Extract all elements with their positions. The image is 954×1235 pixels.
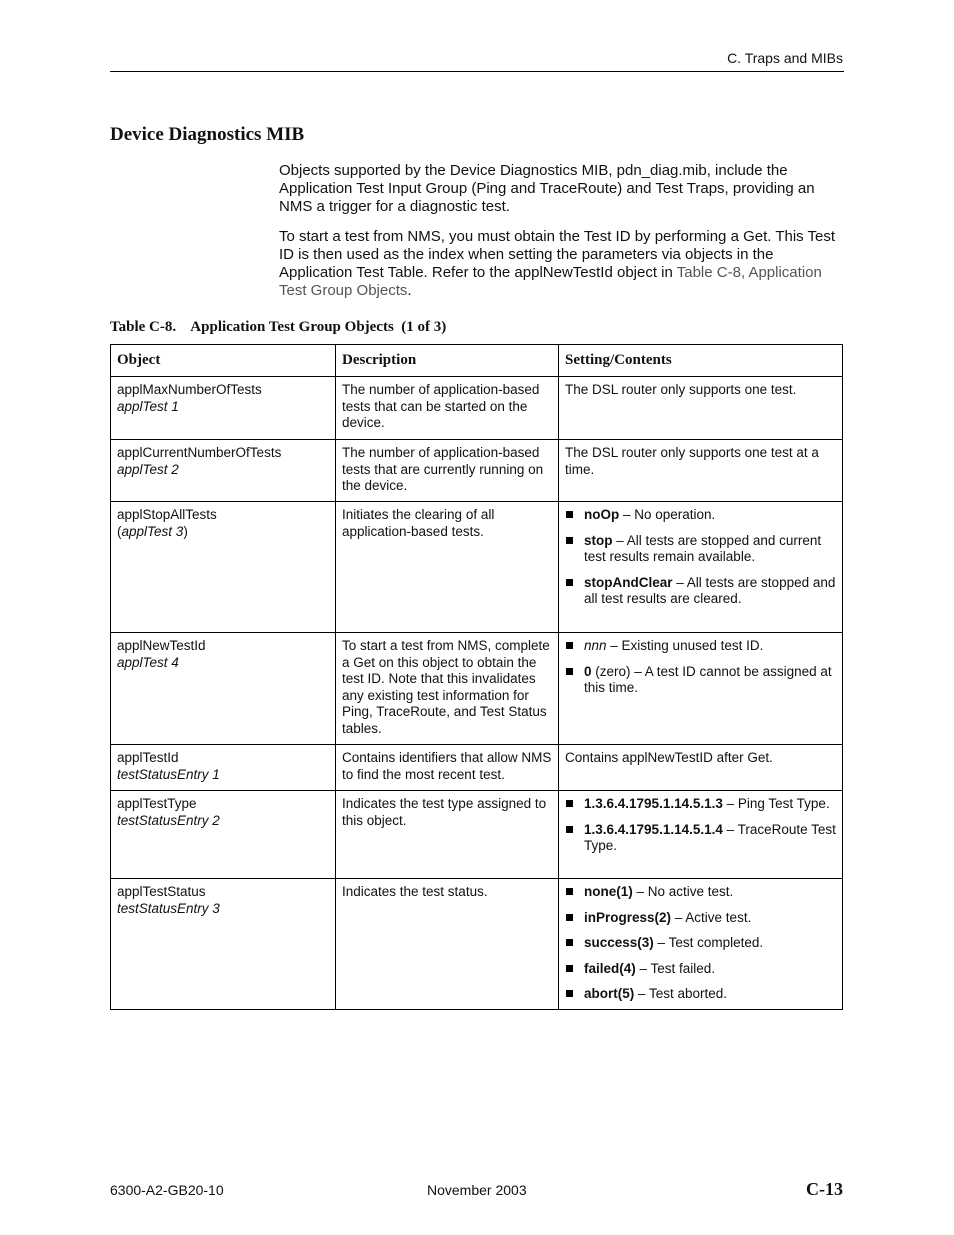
option-text: – Active test.	[671, 909, 752, 925]
square-bullet-icon	[566, 888, 573, 895]
table-cross-reference-link[interactable]: Table C-8, Application Test Group Objects	[279, 264, 822, 299]
setting-cell	[559, 502, 843, 633]
option-text: (zero) – A test ID cannot be assigned at this time.	[584, 663, 832, 696]
oid-reference-text: applTest 2	[117, 461, 179, 477]
instructions-paragraph	[279, 228, 844, 300]
square-bullet-icon	[566, 800, 573, 807]
option-term: abort(5)	[584, 986, 635, 1002]
section-title: Device Diagnostics MIB	[110, 124, 305, 145]
setting-option	[565, 961, 836, 978]
application-test-group-objects-table	[110, 344, 843, 1010]
setting-option	[565, 664, 836, 697]
oid-reference-text: applTest 4	[117, 654, 179, 670]
option-text: – Test failed.	[635, 960, 716, 976]
object-name: applMaxNumberOfTests	[117, 382, 262, 397]
description-cell: Contains identifiers that allow NMS to find the most recent test.	[336, 745, 559, 791]
oid-reference-text: testStatusEntry 2	[117, 812, 220, 828]
option-term: failed(4)	[584, 960, 636, 976]
oid-close-paren: )	[183, 523, 188, 539]
oid-open-paren: (	[117, 523, 122, 539]
instructions-end: .	[407, 282, 412, 299]
oid-reference-text: testStatusEntry 3	[117, 900, 220, 916]
description-cell: Indicates the test type assigned to this object.	[336, 791, 559, 879]
footer-date: November 2003	[427, 1182, 527, 1198]
object-oid-reference	[117, 399, 329, 416]
object-oid-reference	[117, 524, 329, 541]
square-bullet-icon	[566, 668, 573, 675]
option-text: – Test aborted.	[634, 986, 728, 1002]
object-name: applNewTestId	[117, 638, 206, 653]
description-cell: The number of application-based tests that are currently running on the device.	[336, 440, 559, 502]
table-row	[111, 791, 843, 879]
option-term: none(1)	[584, 884, 633, 899]
setting-cell: The DSL router only supports one test at a time.	[559, 440, 843, 502]
option-term: 1.3.6.4.1795.1.14.5.1.4	[584, 821, 723, 837]
setting-cell	[559, 791, 843, 879]
description-cell: The number of application-based tests that can be started on the device.	[336, 377, 559, 440]
object-cell	[111, 633, 336, 745]
column-header-object: Object	[111, 345, 336, 377]
square-bullet-icon	[566, 579, 573, 586]
setting-option	[565, 533, 836, 566]
description-cell: To start a test from NMS, complete a Get on this object to obtain the test ID. Note that this invalidates any existing test information for Ping, TraceRoute, and Test Status tables.	[336, 633, 559, 745]
object-cell	[111, 440, 336, 502]
option-term: noOp	[584, 507, 620, 522]
table-row	[111, 502, 843, 633]
setting-option	[565, 507, 836, 524]
description-cell: Initiates the clearing of all application-based tests.	[336, 502, 559, 633]
square-bullet-icon	[566, 511, 573, 518]
column-header-description: Description	[336, 345, 559, 377]
option-text: – No operation.	[619, 507, 716, 522]
option-text: – All tests are stopped and all test results are cleared.	[584, 574, 836, 607]
table-header-row	[111, 345, 843, 377]
table-row	[111, 745, 843, 791]
option-text: – TraceRoute Test Type.	[584, 821, 836, 854]
setting-options-list	[565, 884, 836, 1003]
object-name: applStopAllTests	[117, 507, 217, 522]
setting-options-list	[565, 796, 836, 855]
setting-options-list	[565, 507, 836, 608]
table-row	[111, 440, 843, 502]
object-cell	[111, 745, 336, 791]
table-caption: Table C-8. Application Test Group Objects (1 of 3)	[110, 319, 447, 335]
setting-option	[565, 884, 836, 901]
object-cell	[111, 879, 336, 1010]
object-cell	[111, 791, 336, 879]
object-oid-reference	[117, 462, 329, 479]
oid-reference-text: applTest 3	[121, 523, 184, 539]
square-bullet-icon	[566, 537, 573, 544]
object-cell	[111, 502, 336, 633]
page-number: C-13	[806, 1179, 843, 1199]
square-bullet-icon	[566, 914, 573, 921]
table-row	[111, 633, 843, 745]
object-oid-reference	[117, 655, 329, 672]
table-row	[111, 879, 843, 1010]
square-bullet-icon	[566, 642, 573, 649]
setting-cell	[559, 879, 843, 1010]
option-term: 1.3.6.4.1795.1.14.5.1.3	[584, 796, 723, 811]
object-name: applTestId	[117, 750, 179, 765]
square-bullet-icon	[566, 939, 573, 946]
setting-options-list	[565, 638, 836, 697]
footer-doc-number: 6300-A2-GB20-10	[110, 1182, 224, 1198]
instructions-text: To start a test from NMS, you must obtain the Test ID by performing a Get. This Test ID is then used as the index when setting the parameters via objects in the Application Test Table. Refer to the applNewTestId object in	[279, 228, 836, 281]
object-oid-reference	[117, 767, 329, 784]
object-cell	[111, 377, 336, 440]
object-name: applTestStatus	[117, 884, 206, 899]
option-term: inProgress(2)	[584, 909, 672, 925]
square-bullet-icon	[566, 990, 573, 997]
oid-reference-text: testStatusEntry 1	[117, 766, 220, 782]
setting-option	[565, 796, 836, 813]
object-name: applTestType	[117, 796, 197, 811]
table-row	[111, 377, 843, 440]
setting-option	[565, 638, 836, 655]
header-rule	[110, 71, 844, 72]
option-text: – Ping Test Type.	[722, 796, 830, 811]
square-bullet-icon	[566, 965, 573, 972]
option-text: – All tests are stopped and current test results remain available.	[584, 532, 822, 565]
setting-option	[565, 986, 836, 1003]
setting-option	[565, 822, 836, 855]
option-term: 0	[584, 663, 592, 679]
setting-option	[565, 575, 836, 608]
option-text: – No active test.	[632, 884, 734, 899]
setting-option	[565, 935, 836, 952]
object-oid-reference	[117, 813, 329, 830]
setting-cell	[559, 633, 843, 745]
intro-paragraph: Objects supported by the Device Diagnostics MIB, pdn_diag.mib, include the Application Test Input Group (Ping and TraceRoute) and Test Traps, providing an NMS a trigger for a diagnostic test.	[279, 162, 815, 215]
column-header-setting: Setting/Contents	[559, 345, 843, 377]
table-body	[111, 377, 843, 1010]
description-cell: Indicates the test status.	[336, 879, 559, 1010]
option-term: stopAndClear	[584, 574, 673, 590]
oid-reference-text: applTest 1	[117, 398, 179, 414]
setting-cell: Contains applNewTestID after Get.	[559, 745, 843, 791]
option-term: stop	[584, 532, 613, 548]
option-text: – Test completed.	[653, 935, 764, 951]
option-term: success(3)	[584, 935, 654, 951]
object-name: applCurrentNumberOfTests	[117, 445, 282, 460]
square-bullet-icon	[566, 826, 573, 833]
setting-cell: The DSL router only supports one test.	[559, 377, 843, 440]
option-text: – Existing unused test ID.	[606, 638, 764, 653]
running-head: C. Traps and MIBs	[727, 50, 843, 66]
setting-option	[565, 910, 836, 927]
option-term: nnn	[584, 638, 607, 653]
object-oid-reference	[117, 901, 329, 918]
